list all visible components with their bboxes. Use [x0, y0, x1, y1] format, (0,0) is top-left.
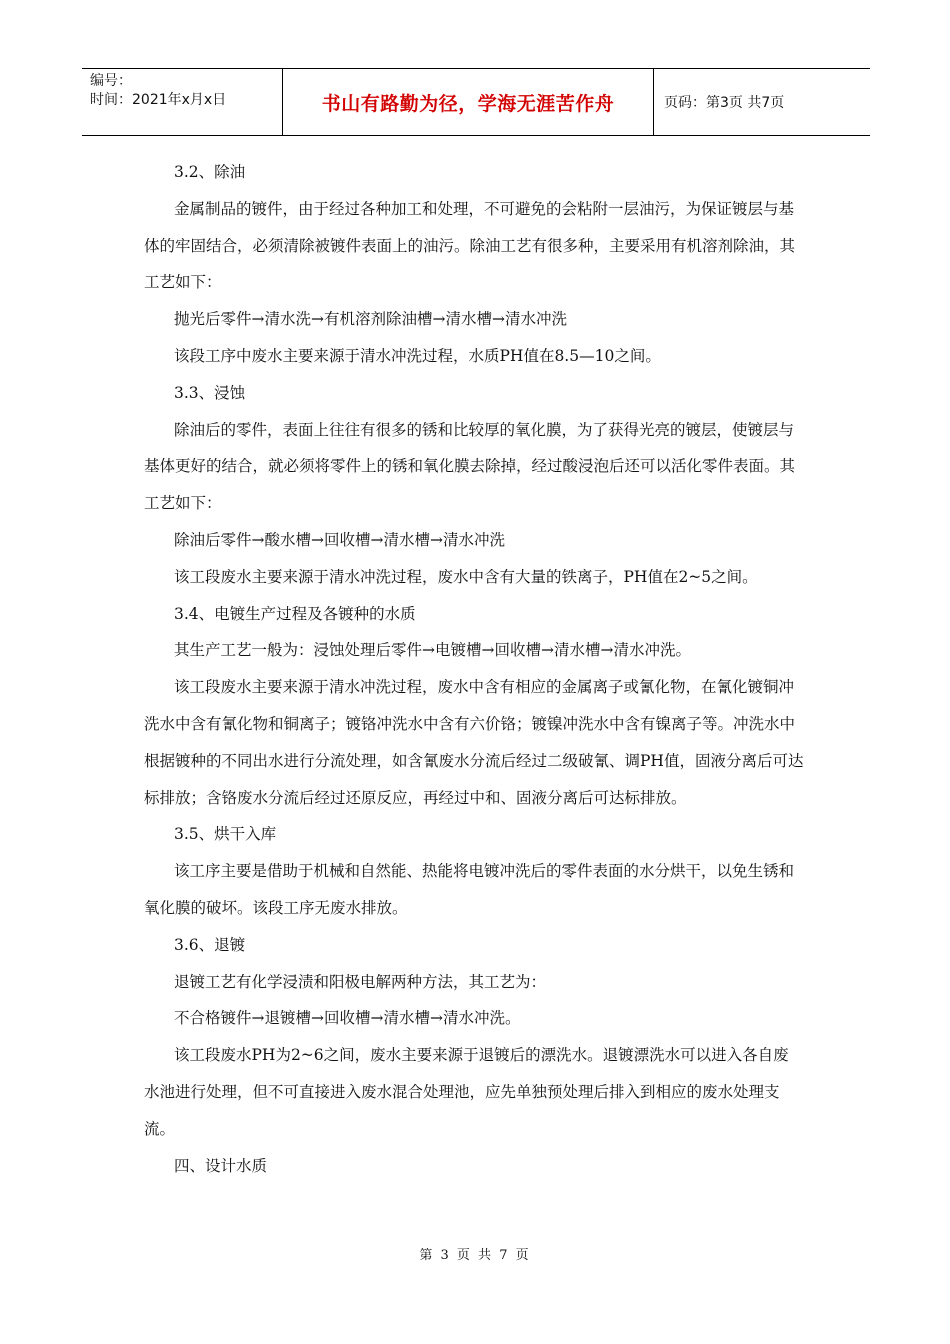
section-heading-3-2: 3.2、除油 [174, 163, 246, 181]
process-flow: 除油后零件→酸水槽→回收槽→清水槽→清水冲洗 [174, 530, 505, 549]
section-heading-3-4: 3.4、电镀生产过程及各镀种的水质 [174, 604, 416, 623]
document-number-label: 编号： [90, 73, 132, 89]
header-meta [82, 69, 282, 135]
header-motto: 书山有路勤为径，学海无涯苦作舟 [282, 69, 654, 135]
header-page-info: 页码：第3页 共7页 [664, 95, 785, 111]
paragraph: 退镀工艺有化学浸渍和阳极电解两种方法，其工艺为： [174, 972, 547, 991]
process-flow: 其生产工艺一般为：浸蚀处理后零件→电镀槽→回收槽→清水槽→清水冲洗。 [174, 641, 691, 660]
paragraph: 该工段废水主要来源于清水冲洗过程，废水中含有大量的铁离子，PH值在2~5之间。 [174, 567, 758, 586]
paragraph: 该工序主要是借助于机械和自然能、热能将电镀冲洗后的零件表面的水分烘干，以免生锈和氧化膜的破坏。该段工序无废水排放。 [144, 862, 795, 917]
document-body [144, 154, 804, 1184]
document-date: 时间：2021年x月x日 [90, 92, 227, 108]
page-header [82, 68, 870, 136]
paragraph: 金属制品的镀件，由于经过各种加工和处理，不可避免的会粘附一层油污，为保证镀层与基体的牢固结合，必须清除被镀件表面上的油污。除油工艺有很多种，主要采用有机溶剂除油，其工艺如下： [144, 199, 796, 292]
process-flow: 抛光后零件→清水洗→有机溶剂除油槽→清水槽→清水冲洗 [174, 310, 567, 329]
section-heading-3-3: 3.3、浸蚀 [174, 383, 246, 402]
section-heading-3-6: 3.6、退镀 [174, 935, 246, 954]
paragraph: 该工段废水主要来源于清水冲洗过程，废水中含有相应的金属离子或氰化物，在氰化镀铜冲洗水中含有氰化物和铜离子；镀铬冲洗水中含有六价铬；镀镍冲洗水中含有镍离子等。冲洗水中根据镀种的不同出水进行分流处理，如含氰废水分流后经过二级破氰、调PH值，固液分离后可达标排放；含铬废水分流后经过还原反应，再经过中和、固液分离后可达标排放。 [144, 678, 804, 807]
process-flow: 不合格镀件→退镀槽→回收槽→清水槽→清水冲洗。 [174, 1009, 521, 1028]
paragraph: 除油后的零件，表面上往往有很多的锈和比较厚的氧化膜，为了获得光亮的镀层，使镀层与基体更好的结合，就必须将零件上的锈和氧化膜去除掉，经过酸浸泡后还可以活化零件表面。其工艺如下： [144, 420, 796, 513]
paragraph: 该工段废水PH为2~6之间，废水主要来源于退镀后的漂洗水。退镀漂洗水可以进入各自废水池进行处理，但不可直接进入废水混合处理池，应先单独预处理后排入到相应的废水处理支流。 [144, 1046, 789, 1138]
paragraph: 该段工序中废水主要来源于清水冲洗过程，水质PH值在8.5—10之间。 [174, 346, 661, 365]
section-heading-4: 四、设计水质 [174, 1156, 268, 1175]
page-footer: 第 3 页 共 7 页 [419, 1248, 531, 1263]
section-heading-3-5: 3.5、烘干入库 [174, 825, 277, 844]
